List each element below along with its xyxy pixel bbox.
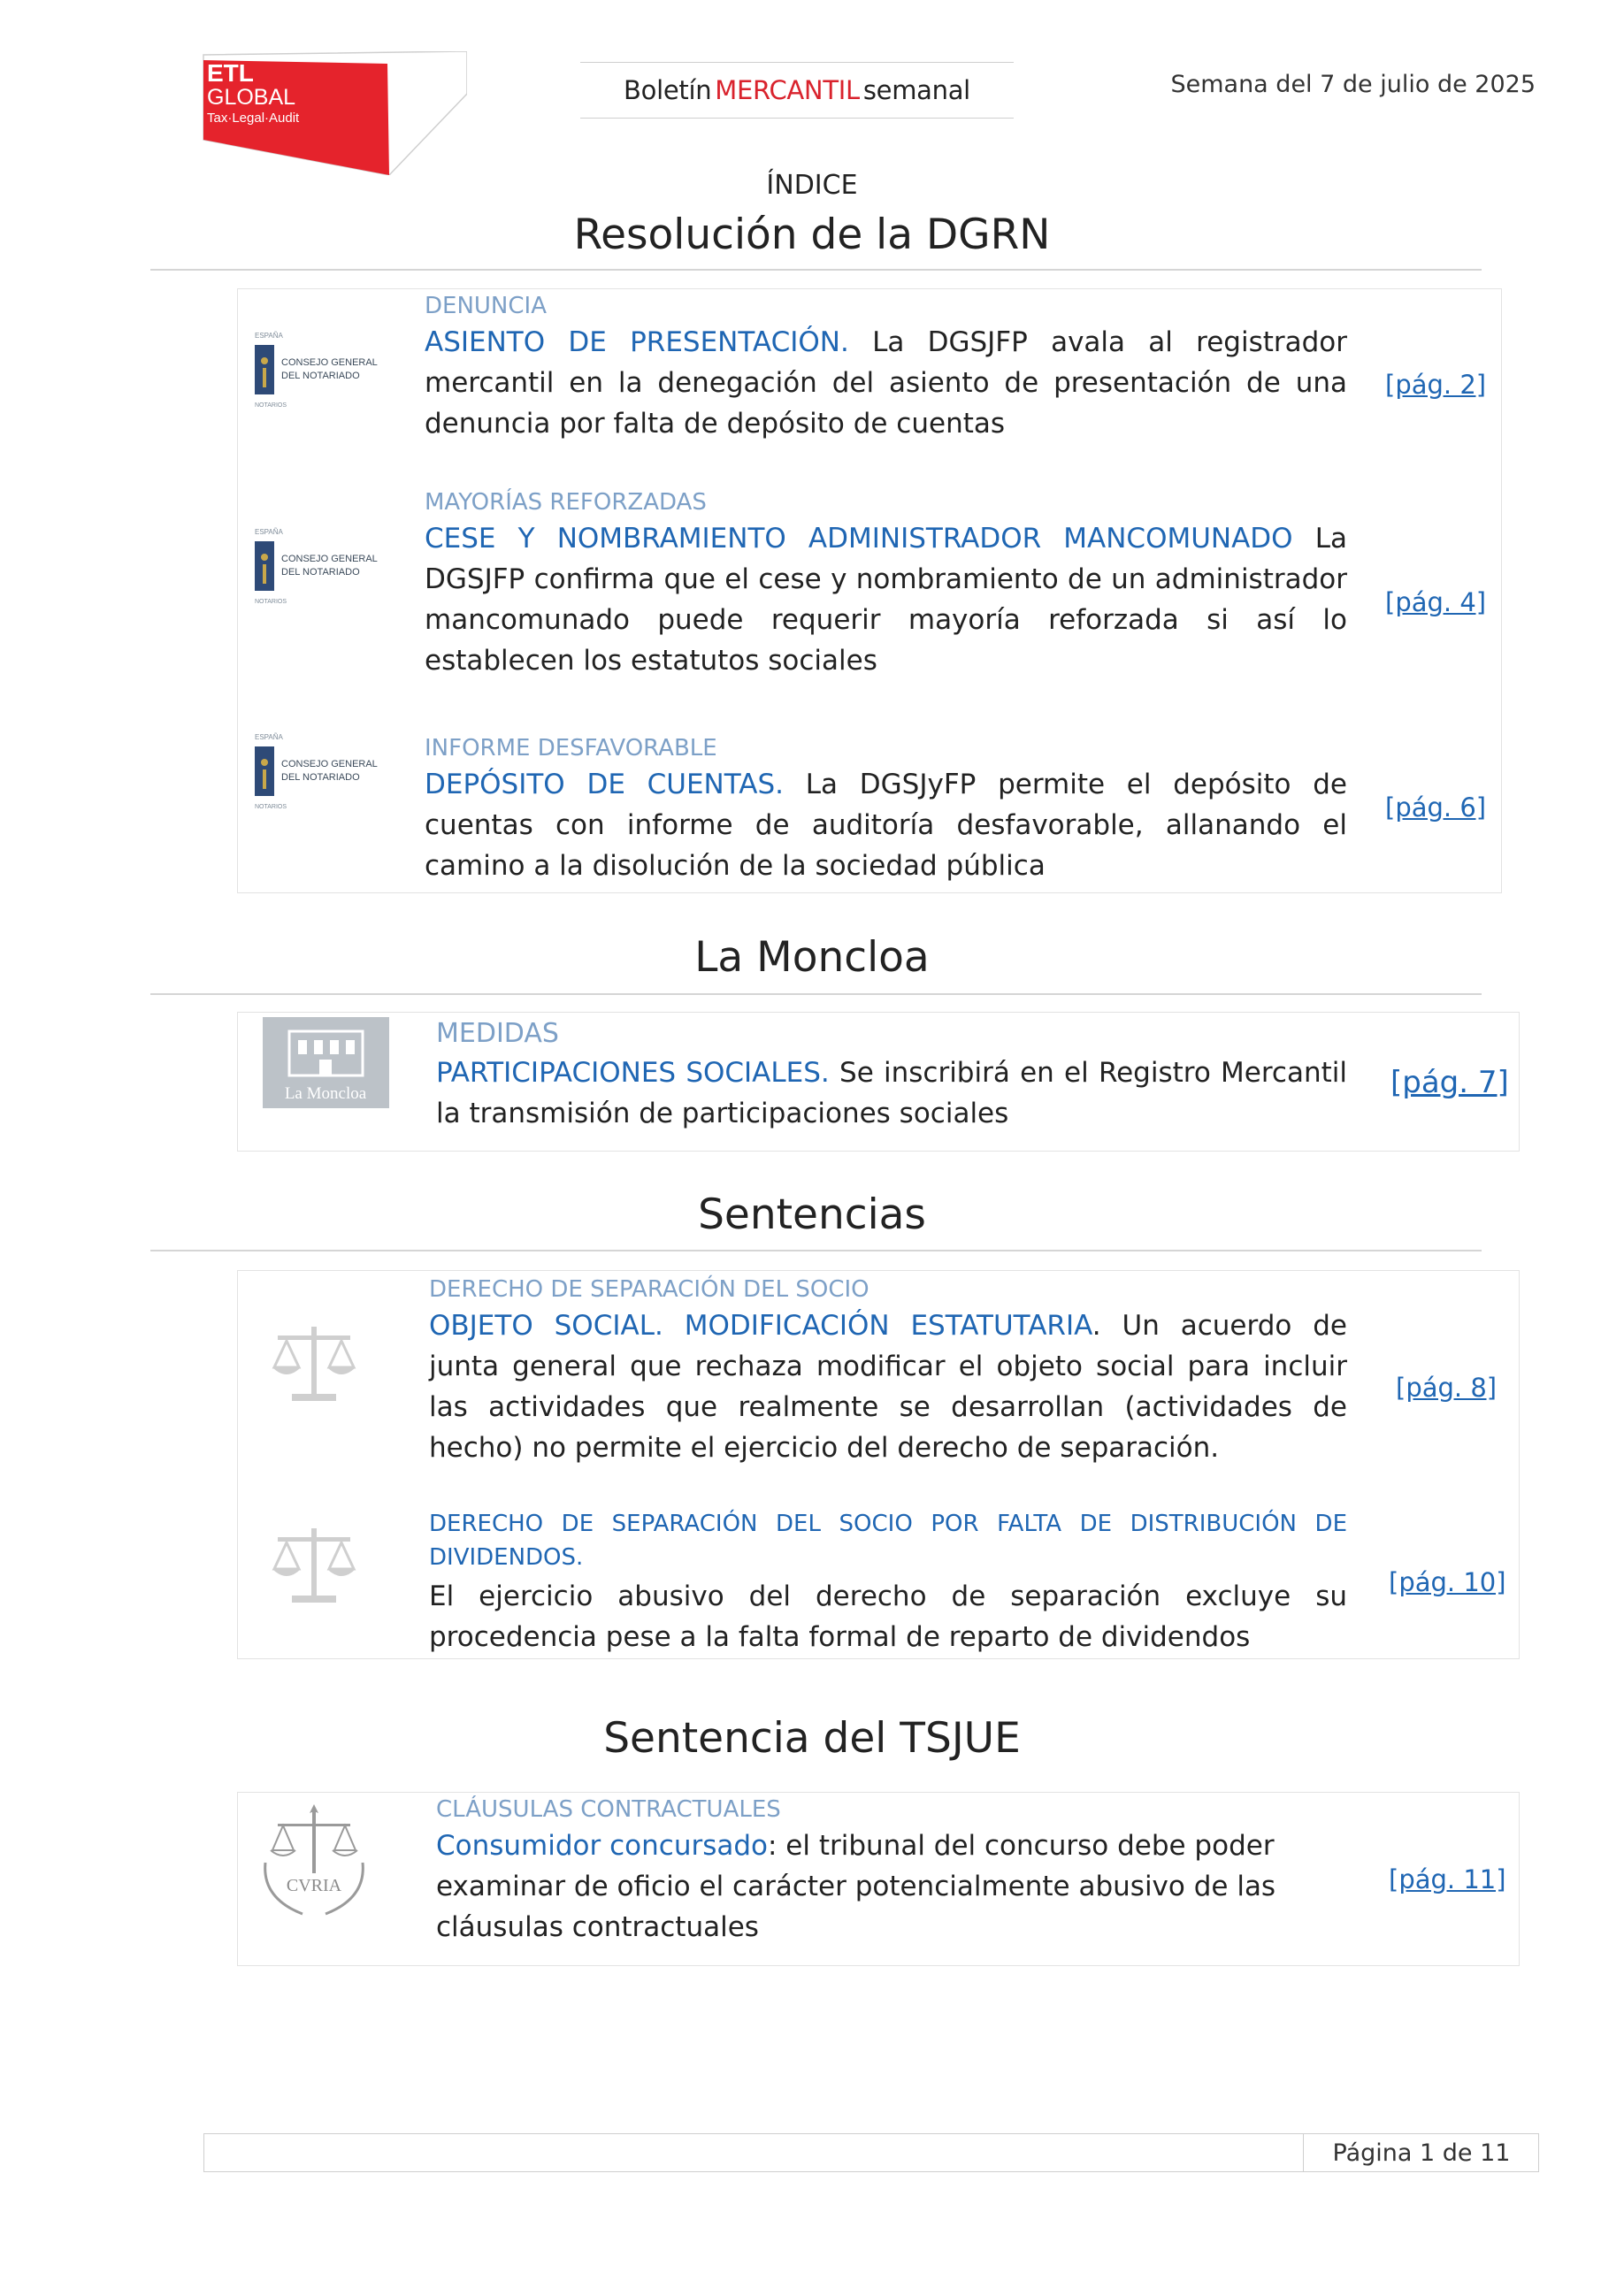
- index-entry: [429, 1274, 1347, 1468]
- entry-highlight: Consumidor concursado: [436, 1830, 768, 1862]
- page-link[interactable]: [pág. 10]: [1389, 1567, 1506, 1597]
- svg-text:DEL NOTARIADO: DEL NOTARIADO: [281, 371, 360, 381]
- entry-category: CLÁUSULAS CONTRACTUALES: [436, 1796, 781, 1823]
- entry-text: [429, 1305, 1347, 1468]
- logo-tagline: Tax·Legal·Audit: [207, 111, 300, 126]
- section-title-moncloa: La Moncloa: [694, 933, 930, 982]
- section-divider: [150, 993, 1482, 995]
- entry-highlight: DEPÓSITO DE CUENTAS.: [425, 769, 785, 800]
- curia-logo: [258, 1801, 370, 1921]
- week-date: Semana del 7 de julio de 2025: [1170, 71, 1536, 98]
- notariado-logo: [253, 727, 395, 833]
- footer-divider: [1303, 2133, 1304, 2172]
- entry-text: [436, 1825, 1347, 1948]
- entry-category: MAYORÍAS REFORZADAS: [425, 489, 707, 516]
- page-link[interactable]: [pág. 11]: [1389, 1864, 1506, 1894]
- svg-text:NOTARIOS: NOTARIOS: [255, 599, 287, 605]
- logo-brand: ETL: [207, 59, 254, 87]
- page-link[interactable]: [pág. 4]: [1385, 587, 1487, 617]
- bulletin-highlight: MERCANTIL: [715, 75, 860, 105]
- svg-text:CONSEJO GENERAL: CONSEJO GENERAL: [281, 759, 378, 769]
- entry-body: La DGSJFP confirma que el cese y nombramiento de un administrador mancomunado puede requerir mayoría reforzada si así lo establecen los estatutos sociales: [425, 523, 1347, 677]
- entry-body: Se inscribirá en el Registro Mercantil la transmisión de participaciones sociales: [436, 1057, 1347, 1129]
- scales-of-justice-icon: [265, 1316, 363, 1413]
- entry-highlight: PARTICIPACIONES SOCIALES.: [436, 1057, 830, 1089]
- section-title-sentencias: Sentencias: [698, 1190, 926, 1239]
- entry-category: DENUNCIA: [425, 293, 547, 319]
- svg-text:ESPAÑA: ESPAÑA: [255, 528, 283, 536]
- curia-logo-text: CVRIA: [286, 1876, 342, 1895]
- etl-global-logo: [202, 51, 467, 175]
- svg-text:NOTARIOS: NOTARIOS: [255, 402, 287, 409]
- svg-text:DEL NOTARIADO: DEL NOTARIADO: [281, 567, 360, 578]
- scales-of-justice-icon: [265, 1518, 363, 1615]
- entry-category: DERECHO DE SEPARACIÓN DEL SOCIO: [429, 1276, 869, 1303]
- notariado-logo: [253, 522, 395, 628]
- entry-category: INFORME DESFAVORABLE: [425, 735, 717, 762]
- bulletin-suffix: semanal: [862, 75, 970, 105]
- entry-body: : el tribunal del concurso debe poder examinar de oficio el carácter potencialmente abusivo de las cláusulas contractuales: [436, 1830, 1276, 1943]
- section-title-dgrn: Resolución de la DGRN: [573, 210, 1051, 259]
- entry-highlight: ASIENTO DE PRESENTACIÓN.: [425, 326, 849, 358]
- page-link[interactable]: [pág. 6]: [1385, 792, 1487, 823]
- entry-text: [436, 1052, 1347, 1134]
- index-entry: [425, 290, 1347, 444]
- moncloa-logo: [263, 1017, 389, 1108]
- entry-text: [425, 322, 1347, 444]
- index-entry: [429, 1507, 1347, 1657]
- bulletin-prefix: Boletín: [624, 75, 712, 105]
- index-entry: [425, 486, 1347, 681]
- page-link[interactable]: [pág. 7]: [1390, 1065, 1509, 1100]
- entry-body: La DGSJFP avala al registrador mercantil en la denegación del asiento de presentación de una denuncia por falta de depósito de cuentas: [425, 326, 1348, 440]
- index-entry: [436, 1794, 1347, 1948]
- svg-text:ESPAÑA: ESPAÑA: [255, 332, 283, 340]
- page-link[interactable]: [pág. 8]: [1396, 1373, 1498, 1403]
- notariado-logo: [253, 325, 395, 432]
- entry-body: La DGSJyFP permite el depósito de cuentas con informe de auditoría desfavorable, allanando el camino a la disolución de la sociedad pública: [425, 769, 1347, 882]
- entry-highlight: CESE Y NOMBRAMIENTO ADMINISTRADOR MANCOMUNADO: [425, 523, 1293, 555]
- entry-text: [425, 518, 1347, 681]
- section-divider: [150, 269, 1482, 271]
- logo-name: GLOBAL: [207, 85, 296, 110]
- section-divider: [150, 1250, 1482, 1251]
- svg-text:NOTARIOS: NOTARIOS: [255, 804, 287, 810]
- bulletin-title: [580, 62, 1014, 119]
- entry-highlight: OBJETO SOCIAL. MODIFICACIÓN ESTATUTARIA: [429, 1310, 1092, 1342]
- entry-body: . Un acuerdo de junta general que rechaza modificar el objeto social para incluir las actividades que realmente se desarrollan (actividades de hecho) no permite el ejercicio del derecho de separación.: [429, 1310, 1347, 1464]
- svg-text:CONSEJO GENERAL: CONSEJO GENERAL: [281, 357, 378, 368]
- svg-text:CONSEJO GENERAL: CONSEJO GENERAL: [281, 554, 378, 564]
- page-link[interactable]: [pág. 2]: [1385, 370, 1487, 400]
- entry-category: DERECHO DE SEPARACIÓN DEL SOCIO POR FALTA DE DISTRIBUCIÓN DE DIVIDENDOS.: [429, 1511, 1347, 1571]
- section-title-tsjue: Sentencia del TSJUE: [603, 1714, 1021, 1763]
- svg-text:ESPAÑA: ESPAÑA: [255, 733, 283, 741]
- entry-text: [425, 764, 1347, 886]
- entry-category: MEDIDAS: [436, 1018, 559, 1049]
- index-label: ÍNDICE: [766, 170, 858, 201]
- moncloa-logo-text: La Moncloa: [284, 1084, 367, 1103]
- svg-text:DEL NOTARIADO: DEL NOTARIADO: [281, 772, 360, 783]
- page-number: Página 1 de 11: [1332, 2139, 1511, 2167]
- index-entry: [436, 1015, 1347, 1134]
- entry-body: El ejercicio abusivo del derecho de separación excluye su procedencia pese a la falta formal de reparto de dividendos: [429, 1580, 1347, 1653]
- index-entry: [425, 732, 1347, 886]
